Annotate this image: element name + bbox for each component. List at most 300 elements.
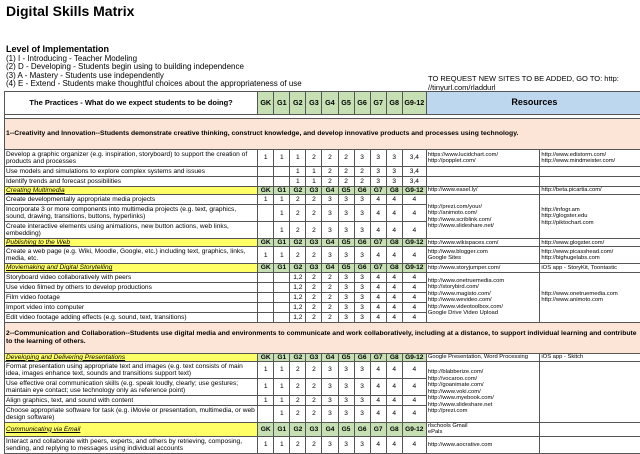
level-item: (2) D - Developing - Students begin using to building independence <box>6 63 302 72</box>
request-note <box>428 74 619 92</box>
grade-header: G2 <box>290 422 306 436</box>
grade-header: G7 <box>370 92 386 115</box>
skill-row <box>5 436 640 453</box>
level-value: 1 <box>290 150 306 167</box>
level-value: 3 <box>354 395 370 405</box>
level-value: 2 <box>306 395 322 405</box>
level-value: 2 <box>306 247 322 264</box>
grade-header: G7 <box>370 264 386 272</box>
grade-header: G9-12 <box>402 239 426 247</box>
skill-text: Use video filmed by others to develop productions <box>5 282 258 292</box>
level-value: 4 <box>402 272 426 282</box>
level-value: 3 <box>354 436 370 453</box>
level-value: 2 <box>322 302 338 312</box>
grade-header: GK <box>258 353 274 361</box>
level-value: 3 <box>354 247 370 264</box>
skill-text: Incorporate 3 or more components into multimedia projects (e.g. text, graphics, sound, drawing, transitions, buttons, hyperlinks) <box>5 205 258 222</box>
skill-text: Create interactive elements using animations, new button actions, web links, embedding) <box>5 222 258 239</box>
level-value: 3 <box>322 195 338 205</box>
resource-links[interactable] <box>540 361 640 422</box>
skill-text: Format presentation using appropriate text and images (e.g. text consists of main idea, images enhance text, sounds and transitions support text) <box>5 361 258 378</box>
resource-links[interactable]: http://www.wikispaces.com/ <box>426 239 540 247</box>
skill-row <box>5 150 640 167</box>
section-row <box>5 187 640 195</box>
level-value: 2 <box>290 361 306 378</box>
level-value <box>274 167 290 177</box>
grade-header: G8 <box>386 353 402 361</box>
level-value: 3,4 <box>402 167 426 177</box>
level-value <box>274 302 290 312</box>
level-value: 3 <box>322 247 338 264</box>
level-value: 4 <box>370 378 386 395</box>
grade-header: G1 <box>274 239 290 247</box>
resource-links[interactable]: http://prezi.com/your/ http://animoto.com/ http://www.scriblink.com/ http://www.slideshare.net/ <box>426 195 540 239</box>
request-text: TO REQUEST NEW SITES TO BE ADDED, GO TO: http: <box>428 74 619 83</box>
level-value: 2 <box>322 282 338 292</box>
grade-header: GK <box>258 422 274 436</box>
level-value: 4 <box>370 312 386 322</box>
strand-title: 2--Communication and Collaboration--Students use digital media and environments to communicate and work collaboratively, including at a distance, to support individual learning and contribute to the learning of others. <box>5 322 640 353</box>
level-value: 1,2 <box>290 312 306 322</box>
level-value: 3 <box>354 361 370 378</box>
level-value: 1 <box>258 436 274 453</box>
level-value: 2 <box>290 247 306 264</box>
level-value: 2 <box>306 302 322 312</box>
resource-links[interactable] <box>540 422 640 436</box>
grade-header: G6 <box>354 264 370 272</box>
practices-header: The Practices - What do we expect students to be doing? <box>5 92 258 115</box>
section-row <box>5 264 640 272</box>
level-value: 3 <box>338 436 354 453</box>
resource-links[interactable]: http://www.storyjumper.com/ <box>426 264 540 272</box>
grade-header: G1 <box>274 187 290 195</box>
grade-header: G9-12 <box>402 353 426 361</box>
grade-header: G3 <box>306 353 322 361</box>
level-value: 3 <box>386 167 402 177</box>
skill-row <box>5 247 640 264</box>
level-value: 2 <box>338 167 354 177</box>
level-value <box>258 302 274 312</box>
grade-header: G5 <box>338 353 354 361</box>
resources-header: Resources <box>426 92 640 115</box>
level-value: 2 <box>338 150 354 167</box>
skill-row <box>5 195 640 205</box>
level-value: 4 <box>402 222 426 239</box>
skill-text: Interact and collaborate with peers, experts, and others by retrieving, composing, sending, and replying to messages using individual accounts <box>5 436 258 453</box>
skill-row <box>5 272 640 282</box>
grade-header: G1 <box>274 422 290 436</box>
level-value: 4 <box>402 195 426 205</box>
level-item: (3) A - Mastery - Students use independently <box>6 72 302 81</box>
grade-header: G8 <box>386 422 402 436</box>
grade-header: G6 <box>354 422 370 436</box>
grade-header: G3 <box>306 422 322 436</box>
level-value: 3 <box>322 361 338 378</box>
level-value: 4 <box>386 292 402 302</box>
level-value <box>258 405 274 422</box>
resource-links[interactable]: iOS app - Skitch <box>540 353 640 361</box>
level-value: 4 <box>370 292 386 302</box>
resource-links[interactable]: http://www.glogster.com/ <box>540 239 640 247</box>
grade-header: G8 <box>386 264 402 272</box>
level-value: 2 <box>322 167 338 177</box>
level-value: 3 <box>338 222 354 239</box>
level-value: 2 <box>354 167 370 177</box>
level-value: 4 <box>370 282 386 292</box>
level-value: 3 <box>322 395 338 405</box>
level-value: 4 <box>370 436 386 453</box>
level-value: 1 <box>274 222 290 239</box>
grade-header: G9-12 <box>402 187 426 195</box>
grade-header: G5 <box>338 239 354 247</box>
level-legend <box>6 45 302 89</box>
grade-header: G5 <box>338 92 354 115</box>
level-value <box>274 282 290 292</box>
level-value: 3 <box>386 177 402 187</box>
level-value <box>258 205 274 222</box>
level-value: 3 <box>354 292 370 302</box>
grade-header: G2 <box>290 353 306 361</box>
level-value: 3 <box>354 222 370 239</box>
resource-links[interactable]: http://blabberize.com/ http://vocaroo.com/ http://goanimate.com/ http://www.voki.com/ http://www.myebook.com/ http://www.slideshare.net http://prezi.com <box>426 361 540 422</box>
resource-links[interactable]: http://www.blogger.com Google Sites <box>426 247 540 264</box>
level-value: 1 <box>274 378 290 395</box>
level-value: 4 <box>386 312 402 322</box>
level-value <box>258 292 274 302</box>
level-value: 3 <box>354 405 370 422</box>
skill-text: Use models and simulations to explore complex systems and issues <box>5 167 258 177</box>
level-value: 2 <box>306 405 322 422</box>
level-value: 1 <box>274 195 290 205</box>
strand-row <box>5 119 640 150</box>
grade-header: G6 <box>354 187 370 195</box>
level-value: 1 <box>258 195 274 205</box>
level-value: 4 <box>370 395 386 405</box>
resource-links[interactable]: http://beta.picartia.com/ <box>540 187 640 195</box>
level-value: 1 <box>258 395 274 405</box>
level-value: 3 <box>370 177 386 187</box>
level-value <box>274 312 290 322</box>
grade-header: G3 <box>306 239 322 247</box>
grade-header: G4 <box>322 239 338 247</box>
level-value: 4 <box>386 247 402 264</box>
level-value: 3 <box>322 222 338 239</box>
skill-row <box>5 177 640 187</box>
level-value: 3 <box>370 167 386 177</box>
level-value: 4 <box>386 272 402 282</box>
level-value: 3 <box>338 272 354 282</box>
strand-row <box>5 322 640 353</box>
level-value: 4 <box>386 222 402 239</box>
grade-header: G2 <box>290 239 306 247</box>
level-value: 3 <box>354 195 370 205</box>
level-value: 2 <box>306 378 322 395</box>
skill-text: Import video into computer <box>5 302 258 312</box>
resource-links[interactable]: http://www.aocrative.com <box>426 436 540 453</box>
level-value: 4 <box>370 405 386 422</box>
level-value: 1 <box>258 361 274 378</box>
level-value: 1 <box>306 167 322 177</box>
level-value: 3 <box>354 272 370 282</box>
grade-header: G1 <box>274 353 290 361</box>
grade-header: G4 <box>322 422 338 436</box>
level-value: 3 <box>338 292 354 302</box>
skill-text: Storyboard video collaboratively with peers <box>5 272 258 282</box>
grade-header: G5 <box>338 422 354 436</box>
level-value: 3 <box>354 150 370 167</box>
section-title: Developing and Delivering Presentations <box>5 353 258 361</box>
level-value: 3 <box>338 395 354 405</box>
level-value: 4 <box>386 436 402 453</box>
level-value: 4 <box>370 205 386 222</box>
grade-header: G6 <box>354 353 370 361</box>
skill-row <box>5 361 640 378</box>
resource-links[interactable]: http://www.onetruemedia.com http://storybird.com/ http://www.magisto.com/ http://www.wevideo.com/ http://www.videotoolbox.com/ Google Drive Video Upload <box>426 272 540 322</box>
level-value: 4 <box>386 361 402 378</box>
level-value: 4 <box>402 292 426 302</box>
resource-links[interactable]: http://www.easel.ly/ <box>426 187 540 195</box>
level-value: 3 <box>354 302 370 312</box>
resource-links[interactable] <box>540 436 640 453</box>
grade-header: G8 <box>386 239 402 247</box>
skill-text: Edit video footage adding effects (e.g. sound, text, transitions) <box>5 312 258 322</box>
level-value: 4 <box>402 378 426 395</box>
level-value: 4 <box>386 195 402 205</box>
level-value: 1 <box>274 405 290 422</box>
section-row <box>5 239 640 247</box>
skill-row <box>5 167 640 177</box>
grade-header: G4 <box>322 264 338 272</box>
level-value: 3 <box>338 195 354 205</box>
skill-text: Create a web page (e.g. Wiki, Moodle, Google, etc.) including text, graphics, links, media, etc. <box>5 247 258 264</box>
grade-header: G2 <box>290 187 306 195</box>
level-value: 4 <box>386 205 402 222</box>
level-value: 2 <box>306 292 322 302</box>
level-value: 2 <box>306 272 322 282</box>
grade-header: G2 <box>290 264 306 272</box>
level-value: 2 <box>306 436 322 453</box>
grade-header: G4 <box>322 187 338 195</box>
level-value: 2 <box>322 312 338 322</box>
level-value: 3 <box>370 150 386 167</box>
level-value: 3 <box>322 205 338 222</box>
grade-header: GK <box>258 187 274 195</box>
grade-header: G7 <box>370 187 386 195</box>
level-value: 4 <box>402 361 426 378</box>
level-item: (1) I - Introducing - Teacher Modeling <box>6 55 302 64</box>
level-value: 2 <box>290 195 306 205</box>
grade-header: G5 <box>338 264 354 272</box>
level-value: 3 <box>386 150 402 167</box>
level-value: 4 <box>402 247 426 264</box>
level-value: 2 <box>290 205 306 222</box>
level-value <box>274 292 290 302</box>
skill-text: Film video footage <box>5 292 258 302</box>
skill-text: Choose appropriate software for task (e.g. iMovie or presentation, multimedia, or web design software) <box>5 405 258 422</box>
level-value: 3 <box>354 205 370 222</box>
request-link[interactable]: //tinyurl.com/rladdurl <box>428 83 619 92</box>
level-value: 1 <box>258 150 274 167</box>
level-value: 4 <box>402 436 426 453</box>
level-value: 1 <box>290 167 306 177</box>
resource-links[interactable]: rlschools Gmail ePals <box>426 422 540 436</box>
grade-header: GK <box>258 239 274 247</box>
resource-links[interactable]: Google Presentation, Word Processing <box>426 353 540 361</box>
level-value: 1 <box>274 436 290 453</box>
level-heading: Level of Implementation <box>6 45 302 54</box>
level-value: 2 <box>322 292 338 302</box>
grade-header: G2 <box>290 92 306 115</box>
level-value: 1,2 <box>290 302 306 312</box>
section-title: Publishing to the Web <box>5 239 258 247</box>
level-value: 1 <box>306 177 322 187</box>
level-value: 4 <box>402 395 426 405</box>
level-value: 4 <box>386 282 402 292</box>
level-value <box>258 312 274 322</box>
level-value: 4 <box>386 405 402 422</box>
level-value: 2 <box>306 205 322 222</box>
level-value: 2 <box>322 272 338 282</box>
level-value: 3,4 <box>402 177 426 187</box>
level-value: 3 <box>338 302 354 312</box>
level-value: 2 <box>290 378 306 395</box>
level-value: 2 <box>322 150 338 167</box>
skills-table <box>4 91 640 454</box>
level-value: 3 <box>338 205 354 222</box>
level-value: 2 <box>338 177 354 187</box>
grade-header: G7 <box>370 353 386 361</box>
level-value: 1 <box>290 177 306 187</box>
level-value: 2 <box>306 282 322 292</box>
grade-header: G7 <box>370 239 386 247</box>
level-value: 1 <box>274 247 290 264</box>
level-value <box>258 177 274 187</box>
level-value: 1 <box>274 205 290 222</box>
section-row <box>5 353 640 361</box>
skill-text: Develop a graphic organizer (e.g. inspiration, storyboard) to support the creation of products and processes <box>5 150 258 167</box>
level-value: 3 <box>338 378 354 395</box>
grade-header: GK <box>258 264 274 272</box>
level-value: 2 <box>354 177 370 187</box>
level-value: 4 <box>402 405 426 422</box>
grade-header: G6 <box>354 92 370 115</box>
header-row <box>5 92 640 115</box>
strand-title: 1--Creativity and Innovation--Students demonstrate creative thinking, construct knowledge, and develop innovative products and processes using technology. <box>5 119 640 150</box>
level-value: 4 <box>386 378 402 395</box>
level-value: 3 <box>322 378 338 395</box>
level-value: 2 <box>306 222 322 239</box>
level-value <box>258 282 274 292</box>
section-title: Communicating via Email <box>5 422 258 436</box>
resource-links[interactable]: https://www.lucidchart.com/ http://popplet.com/ <box>426 150 540 167</box>
grade-header: G9-12 <box>402 92 426 115</box>
resource-links[interactable]: http://www.edistorm.com/ http://www.mindmeister.com/ <box>540 150 640 167</box>
section-title: Moviemaking and Digital Storytelling <box>5 264 258 272</box>
level-value: 2 <box>290 405 306 422</box>
level-value: 4 <box>386 302 402 312</box>
skill-text: Use effective oral communication skills (e.g. speak loudly, clearly; use gestures; maintain eye contact; use technology only as reference point) <box>5 378 258 395</box>
grade-header: G8 <box>386 187 402 195</box>
level-value: 2 <box>306 361 322 378</box>
level-value: 4 <box>370 361 386 378</box>
grade-header: GK <box>258 92 274 115</box>
level-value: 4 <box>370 247 386 264</box>
level-value: 1 <box>274 150 290 167</box>
level-value: 1 <box>258 378 274 395</box>
level-value <box>274 177 290 187</box>
level-value: 1,2 <box>290 292 306 302</box>
grade-header: G9-12 <box>402 422 426 436</box>
level-value: 3 <box>338 405 354 422</box>
grade-header: G3 <box>306 92 322 115</box>
level-value: 1 <box>274 361 290 378</box>
level-value: 2 <box>306 195 322 205</box>
grade-header: G8 <box>386 92 402 115</box>
level-value: 4 <box>370 302 386 312</box>
level-value: 4 <box>402 282 426 292</box>
page-title: Digital Skills Matrix <box>6 3 134 19</box>
level-value: 1 <box>274 395 290 405</box>
level-value: 4 <box>402 312 426 322</box>
skill-text: Identify trends and forecast possibilities <box>5 177 258 187</box>
level-value: 4 <box>402 302 426 312</box>
level-value: 3 <box>338 247 354 264</box>
level-value: 2 <box>322 177 338 187</box>
grade-header: G9-12 <box>402 264 426 272</box>
level-value: 3 <box>338 361 354 378</box>
level-value: 4 <box>370 222 386 239</box>
level-value: 3 <box>338 312 354 322</box>
grade-header: G3 <box>306 264 322 272</box>
level-value: 3 <box>354 312 370 322</box>
grade-header: G5 <box>338 187 354 195</box>
level-value <box>258 167 274 177</box>
level-value: 3,4 <box>402 150 426 167</box>
resource-links[interactable]: http://infogr.am http://glogster.edu http://piktochart.com <box>540 195 640 239</box>
grade-header: G7 <box>370 422 386 436</box>
grade-header: G6 <box>354 239 370 247</box>
level-value: 2 <box>290 222 306 239</box>
skill-text: Align graphics, text, and sound with content <box>5 395 258 405</box>
level-value: 3 <box>354 282 370 292</box>
level-value: 3 <box>322 405 338 422</box>
level-value: 4 <box>386 395 402 405</box>
level-value: 1,2 <box>290 272 306 282</box>
skill-text: Create developmentally appropriate media projects <box>5 195 258 205</box>
resource-links[interactable]: http://www.onetruemedia.com http://www.animoto.com <box>540 272 640 322</box>
level-value: 4 <box>370 272 386 282</box>
level-value <box>258 272 274 282</box>
grade-header: G1 <box>274 92 290 115</box>
level-value: 3 <box>322 436 338 453</box>
level-value: 2 <box>290 436 306 453</box>
level-value <box>274 272 290 282</box>
level-item: (4) E - Extend - Students make thoughtful choices about the appropriateness of use <box>6 80 302 89</box>
level-value <box>258 222 274 239</box>
level-value: 2 <box>306 312 322 322</box>
level-value: 4 <box>402 205 426 222</box>
resource-links[interactable]: http://www.picasshead.com/ http://bighugelabs.com <box>540 247 640 264</box>
level-value: 1,2 <box>290 282 306 292</box>
level-value: 2 <box>306 150 322 167</box>
grade-header: G4 <box>322 92 338 115</box>
grade-header: G3 <box>306 187 322 195</box>
section-row <box>5 422 640 436</box>
resource-links[interactable]: iOS app - StoryKit, Toontastic <box>540 264 640 272</box>
level-value: 2 <box>290 395 306 405</box>
level-value: 3 <box>338 282 354 292</box>
section-title: Creating Multimedia <box>5 187 258 195</box>
